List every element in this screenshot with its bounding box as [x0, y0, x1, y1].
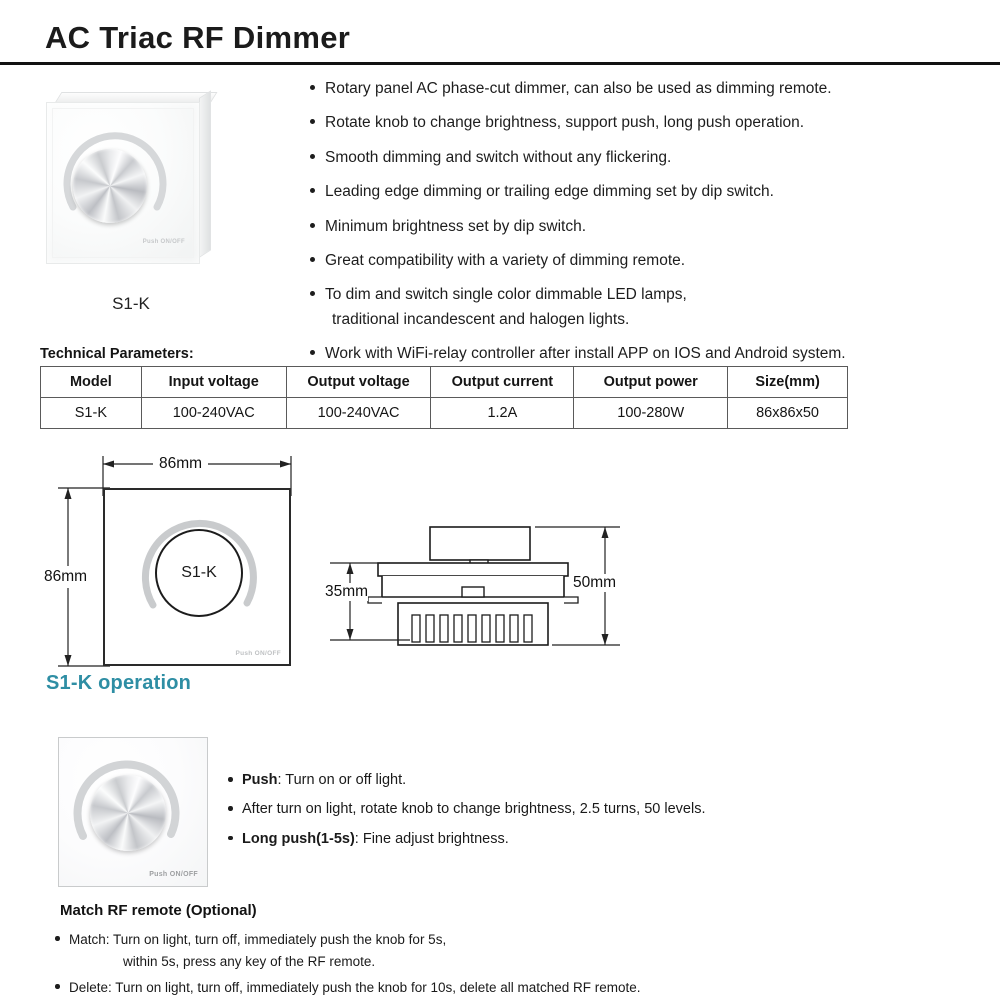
feature-text: Work with WiFi-relay controller after install APP on IOS and Android system.: [325, 345, 846, 362]
bullet-icon: [310, 119, 315, 124]
list-item-continuation: [55, 952, 755, 972]
list-item: [228, 770, 828, 790]
push-onoff-label: Push ON/OFF: [149, 871, 198, 878]
feature-text: Rotate knob to change brightness, support push, long push operation.: [325, 114, 805, 132]
feature-text: Smooth dimming and switch without any flickering.: [325, 148, 672, 166]
bullet-icon: [228, 777, 233, 782]
table-cell: 100-280W: [574, 398, 728, 429]
table-cell: 1.2A: [431, 398, 574, 429]
panel-faceplate: [46, 102, 200, 264]
column-header: Output current: [431, 367, 574, 398]
bullet-icon: [228, 836, 233, 841]
list-item: [228, 829, 828, 849]
height-dimension-label: 86mm: [44, 566, 87, 588]
match-rf-list: [55, 930, 755, 1000]
operation-term: Push: [242, 772, 278, 788]
list-item: [310, 78, 930, 99]
bullet-icon: [310, 350, 315, 355]
list-item: [310, 147, 930, 168]
feature-text: Great compatibility with a variety of dimming remote.: [325, 251, 686, 269]
depth-front-dimension-label: 35mm: [325, 583, 369, 600]
column-header: Size(mm): [728, 367, 848, 398]
column-header: Output voltage: [286, 367, 431, 398]
product-photo-caption: S1-K: [112, 294, 150, 313]
bullet-icon: [310, 188, 315, 193]
list-item-continuation: [310, 309, 930, 330]
technical-parameters-table: [40, 366, 848, 429]
feature-text: To dim and switch single color dimmable LED lamps,: [325, 286, 687, 304]
bullet-icon: [228, 806, 233, 811]
front-view-knob-label: S1-K: [181, 564, 217, 581]
match-rf-heading: Match RF remote (Optional): [60, 902, 257, 919]
operation-text: : Fine adjust brightness.: [354, 830, 509, 847]
depth-total-dimension-label: 50mm: [573, 574, 617, 591]
rotary-knob[interactable]: [90, 775, 166, 851]
list-item: [310, 216, 930, 237]
push-onoff-label: Push ON/OFF: [142, 239, 185, 245]
feature-text: Rotary panel AC phase-cut dimmer, can also be used as dimming remote.: [325, 80, 832, 97]
product-photo: [46, 92, 211, 270]
bullet-icon: [310, 85, 315, 90]
feature-text: Leading edge dimming or trailing edge dimming set by dip switch.: [325, 183, 774, 201]
feature-text: traditional incandescent and halogen lights.: [332, 310, 630, 328]
bullet-icon: [310, 291, 315, 296]
bullet-icon: [55, 936, 60, 941]
column-header: Input voltage: [141, 367, 286, 398]
table-cell: S1-K: [41, 398, 142, 429]
column-header: Output power: [574, 367, 728, 398]
column-header: Model: [41, 367, 142, 398]
operation-term: Long push(1-5s): [242, 830, 355, 847]
bullet-icon: [310, 223, 315, 228]
front-view-panel: [103, 488, 291, 666]
operation-product-image: [58, 737, 208, 887]
operation-list: [228, 770, 828, 858]
operation-heading: S1-K operation: [46, 672, 192, 694]
operation-text: After turn on light, rotate knob to change brightness, 2.5 turns, 50 levels.: [242, 801, 706, 818]
list-item: [310, 343, 930, 364]
table-cell: 100-240VAC: [141, 398, 286, 429]
table-header-row: [41, 367, 848, 398]
technical-parameters-heading: Technical Parameters:: [40, 346, 194, 362]
width-dimension-label: 86mm: [153, 455, 208, 473]
bullet-icon: [310, 154, 315, 159]
list-item: [55, 930, 755, 950]
table-row: [41, 398, 848, 429]
page-title: AC Triac RF Dimmer: [45, 20, 351, 55]
match-text: Match: Turn on light, turn off, immediately push the knob for 5s,: [69, 932, 447, 947]
match-text: Delete: Turn on light, turn off, immediately push the knob for 10s, delete all matched RF remote.: [69, 980, 641, 996]
bullet-icon: [310, 257, 315, 262]
feature-list: [310, 78, 930, 377]
push-onoff-label: Push ON/OFF: [235, 650, 281, 657]
rotary-knob[interactable]: [73, 149, 147, 223]
list-item: [55, 978, 755, 998]
list-item: [228, 799, 828, 819]
list-item: [310, 112, 930, 133]
table-cell: 86x86x50: [728, 398, 848, 429]
bullet-icon: [55, 984, 60, 989]
feature-text: Minimum brightness set by dip switch.: [325, 217, 587, 235]
title-divider: [0, 62, 1000, 65]
operation-text: : Turn on or off light.: [277, 772, 407, 788]
list-item: [310, 250, 930, 271]
table-cell: 100-240VAC: [286, 398, 431, 429]
list-item: [310, 284, 930, 305]
list-item: [310, 181, 930, 202]
match-text: within 5s, press any key of the RF remote.: [123, 953, 376, 969]
